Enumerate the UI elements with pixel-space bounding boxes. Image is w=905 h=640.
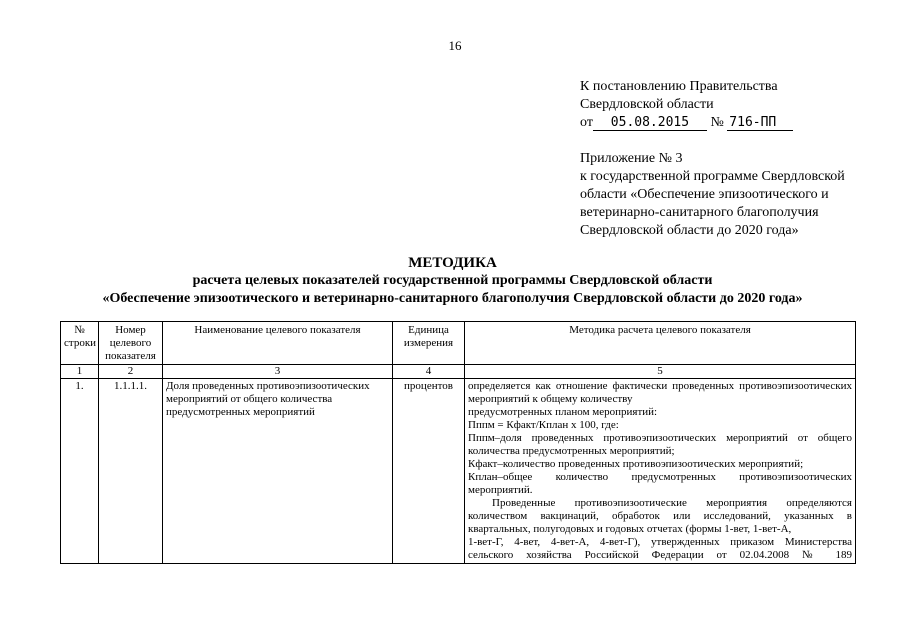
appendix-line: Приложение № 3: [580, 151, 683, 166]
appendix-block: [580, 150, 880, 240]
header-indicator-name: Наименование целевого показателя: [163, 322, 393, 365]
method-paragraph: определяется как отношение фактически проведенных противоэпизоотических мероприятий к общему количеству: [468, 380, 852, 405]
decree-date-line: [580, 114, 880, 132]
method-paragraph: Пппм–доля проведенных противоэпизоотических мероприятий от общего: [468, 432, 852, 444]
decree-from-label: от: [580, 115, 593, 130]
title-subtitle-1: расчета целевых показателей государственной программы Свердловской области: [192, 273, 713, 288]
column-number: 1: [61, 365, 99, 379]
table-header-row: [61, 322, 856, 365]
appendix-line: ветеринарно-санитарного благополучия: [580, 205, 819, 220]
decree-reference: [580, 78, 880, 132]
method-paragraph: квартальных, полугодовых и годовых отчетах (формы 1-вет, 1-вет-А,: [468, 523, 792, 535]
header-row-number: № строки: [61, 322, 99, 365]
indicator-unit: процентов: [393, 379, 465, 564]
appendix-line: области «Обеспечение эпизоотического и: [580, 187, 829, 202]
decree-number: 716-ПП: [727, 115, 793, 131]
header-method: Методика расчета целевого показателя: [465, 322, 856, 365]
method-paragraph: количеством вакцинаций, обработок или исследований, указанных в: [468, 510, 852, 522]
indicator-method: [465, 379, 856, 564]
table-row: [61, 379, 856, 564]
row-number: 1.: [61, 379, 99, 564]
appendix-line: к государственной программе Свердловской: [580, 169, 845, 184]
decree-number-label: №: [710, 115, 724, 130]
method-paragraph: сельского хозяйства Российской Федерации от 02.04.2008 № 189: [468, 549, 852, 561]
indicator-number: 1.1.1.1.: [99, 379, 163, 564]
method-paragraph: Кфакт–количество проведенных противоэпизоотических мероприятий;: [468, 458, 804, 470]
page-number: 16: [448, 38, 462, 53]
table-column-numbers-row: [61, 365, 856, 379]
column-number: 5: [465, 365, 856, 379]
indicator-name: Доля проведенных противоэпизоотических мероприятий от общего количества предусмотренных мероприятий: [163, 379, 393, 564]
column-number: 3: [163, 365, 393, 379]
appendix-line: Свердловской области до 2020 года»: [580, 223, 799, 238]
decree-date: 05.08.2015: [593, 115, 707, 131]
column-number: 2: [99, 365, 163, 379]
indicators-table: [60, 321, 856, 564]
method-paragraph: предусмотренных планом мероприятий:: [468, 406, 658, 418]
title-main: МЕТОДИКА: [408, 255, 497, 271]
method-paragraph: Кплан–общее количество предусмотренных противоэпизоотических: [468, 471, 852, 483]
column-number: 4: [393, 365, 465, 379]
method-paragraph: Проведенные противоэпизоотические мероприятия определяются: [492, 497, 852, 509]
document-title: [60, 254, 845, 308]
method-formula: Пппм = Кфакт/Кплан х 100, где:: [468, 419, 619, 431]
method-paragraph: 1-вет-Г, 4-вет, 4-вет-А, 4-вет-Г), утвержденных приказом Министерства: [468, 536, 852, 548]
header-unit: Единица измерения: [393, 322, 465, 365]
decree-line-2: Свердловской области: [580, 97, 714, 112]
title-subtitle-2: «Обеспечение эпизоотического и ветеринарно-санитарного благополучия Свердловской области до 2020 года»: [102, 291, 803, 306]
method-paragraph: количества предусмотренных мероприятий;: [468, 445, 675, 457]
header-indicator-number: Номер целевого показателя: [99, 322, 163, 365]
decree-line-1: К постановлению Правительства: [580, 79, 778, 94]
method-paragraph: мероприятий.: [468, 484, 533, 496]
